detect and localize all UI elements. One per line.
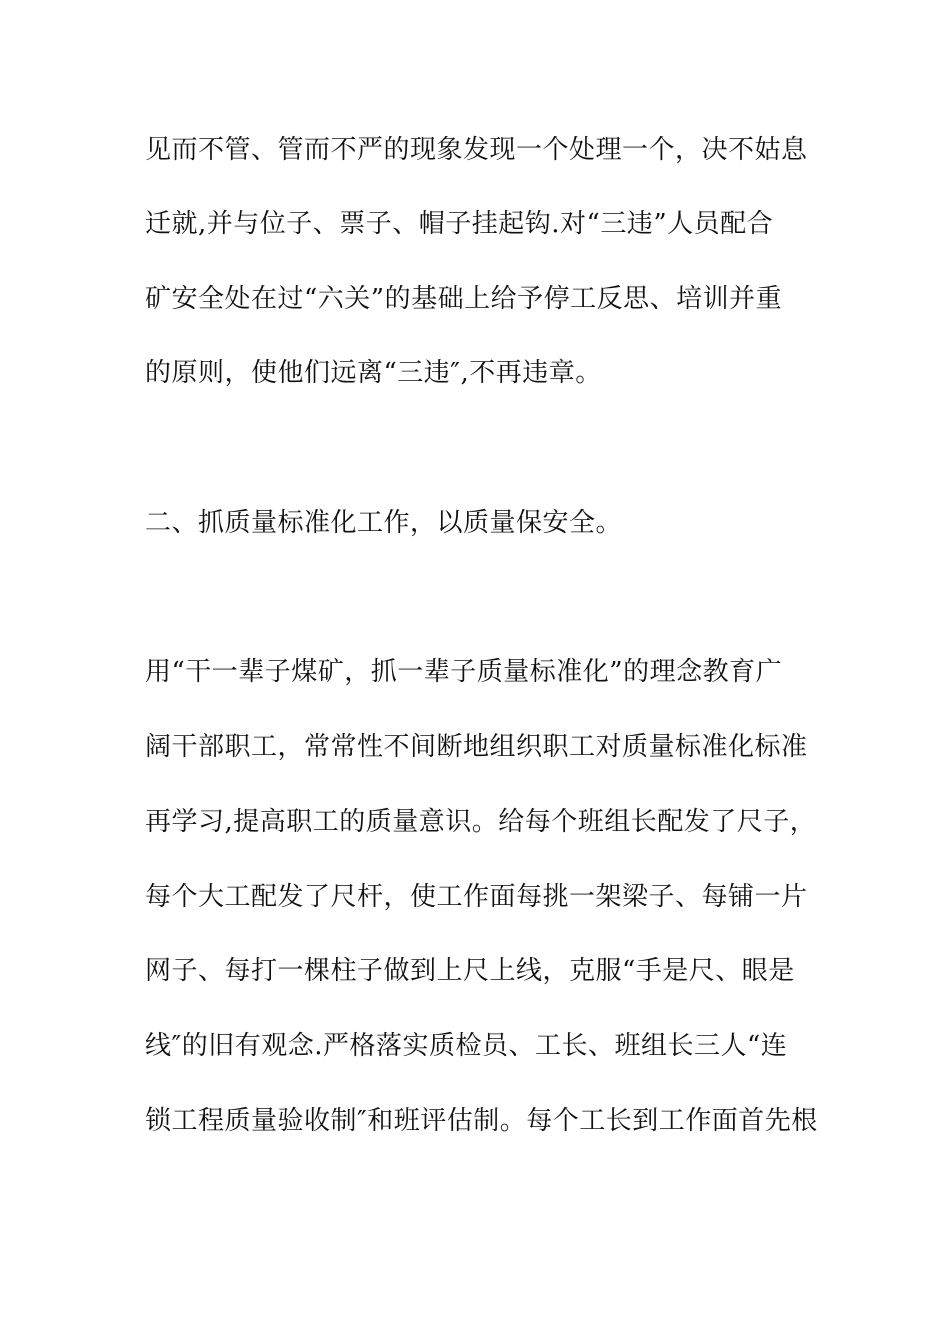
- paragraph-1-line-4: 的原则，使他们远离“三违″,不再违章。: [145, 358, 602, 388]
- paragraph-2-line-4: 每个大工配发了尺杆，使工作面每挑一架梁子、每铺一片: [145, 882, 808, 912]
- paragraph-2-line-2: 阔干部职工，常常性不间断地组织职工对质量标准化标准: [145, 732, 808, 762]
- paragraph-1-line-1: 见而不管、管而不严的现象发现一个处理一个，决不姑息: [145, 135, 808, 165]
- paragraph-2-line-5: 网子、每打一棵柱子做到上尺上线，克服“手是尺、眼是: [145, 956, 795, 986]
- paragraph-2-line-6: 线″的旧有观念.严格落实质检员、工长、班组长三人“连: [145, 1031, 788, 1061]
- paragraph-2-line-1: 用“干一辈子煤矿，抓一辈子质量标准化”的理念教育广: [145, 657, 783, 687]
- paragraph-1-line-3: 矿安全处在过“六关”的基础上给予停工反思、培训并重: [145, 284, 783, 314]
- section-heading: 二、抓质量标准化工作，以质量保安全。: [145, 508, 623, 538]
- paragraph-1-line-2: 迁就,并与位子、票子、帽子挂起钩.对“三违”人员配合: [145, 209, 774, 239]
- paragraph-2-line-7: 锁工程质量验收制″和班评估制。每个工长到工作面首先根: [145, 1106, 818, 1136]
- paragraph-2-line-3: 再学习,提高职工的质量意识。给每个班组长配发了尺子，: [145, 807, 817, 837]
